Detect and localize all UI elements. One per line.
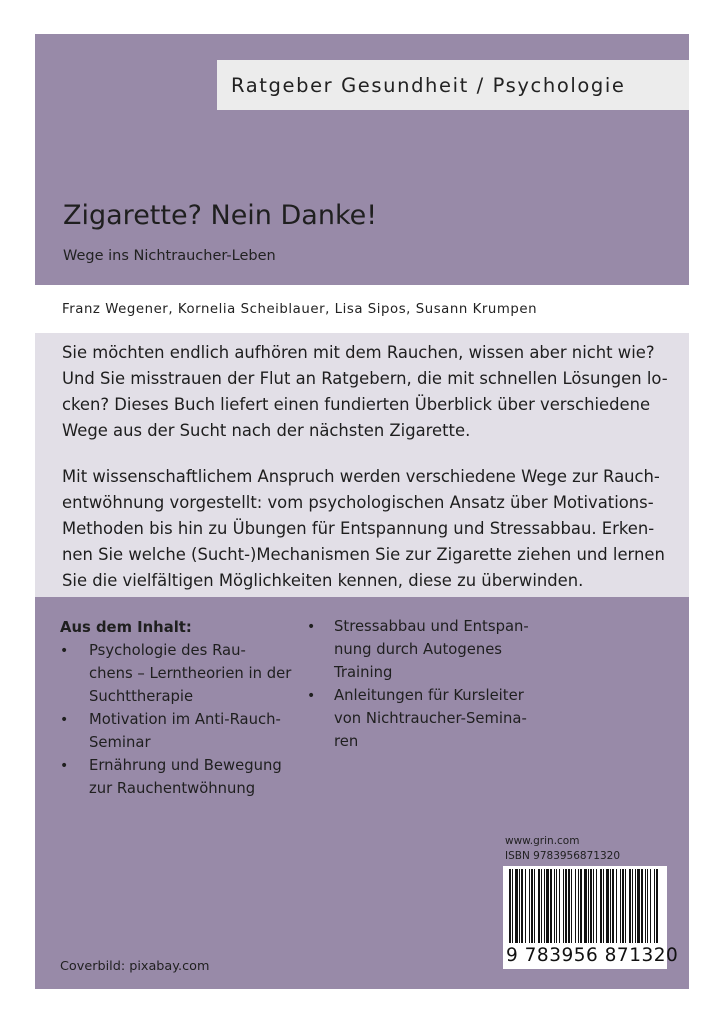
barcode-bar (610, 869, 611, 943)
contents-line: Suchttherapie (89, 688, 194, 705)
isbn-text: ISBN 9783956871320 (505, 850, 621, 862)
barcode-bar (546, 869, 549, 943)
barcode-bar (568, 869, 570, 943)
barcode-bar (541, 869, 542, 943)
barcode (503, 866, 679, 969)
bullet: • (60, 758, 69, 774)
barcode-bar (550, 869, 552, 943)
book-subtitle: Wege ins Nichtraucher-Leben (63, 248, 276, 264)
barcode-bar (625, 869, 626, 943)
description-line: Sie die vielfältigen Möglichkeiten kennen, diese zu überwinden. (62, 571, 584, 590)
bullet: • (60, 712, 69, 728)
barcode-bar (622, 869, 624, 943)
contents-line: Motivation im Anti-Rauch- (89, 711, 281, 728)
barcode-bar (600, 869, 602, 943)
description-line: Methoden bis hin zu Übungen für Entspannung und Stressabbau. Erken- (62, 519, 655, 538)
barcode-bar (654, 869, 655, 943)
barcode-bar (620, 869, 621, 943)
barcode-bar (554, 869, 555, 943)
bullet: • (307, 619, 316, 635)
barcode-bar (575, 869, 576, 943)
barcode-bar (563, 869, 564, 943)
barcode-digits: 9 783956 871320 (506, 945, 679, 966)
description-line: Mit wissenschaftlichem Anspruch werden verschiedene Wege zur Rauch- (62, 467, 660, 486)
barcode-bar (647, 869, 648, 943)
authors: Franz Wegener, Kornelia Scheiblauer, Lisa Sipos, Susann Krumpen (62, 302, 538, 317)
barcode-bar (531, 869, 533, 943)
barcode-bar (588, 869, 589, 943)
barcode-bar (538, 869, 540, 943)
description-line: Wege aus der Sucht nach der nächsten Zigarette. (62, 421, 471, 440)
contents-line: Training (334, 664, 393, 681)
barcode-bar (512, 869, 513, 943)
barcode-bar (641, 869, 643, 943)
series-label: Ratgeber Gesundheit / Psychologie (217, 60, 689, 110)
barcode-bar (606, 869, 609, 943)
barcode-bar (509, 869, 511, 943)
barcode-bar (559, 869, 560, 943)
contents-line: zur Rauchentwöhnung (89, 780, 256, 797)
barcode-bar (544, 869, 545, 943)
barcode-bar (534, 869, 535, 943)
description-line: cken? Dieses Buch liefert einen fundierten Überblick über verschiedene (62, 395, 651, 414)
description-line: Sie möchten endlich aufhören mit dem Rauchen, wissen aber nicht wie? (62, 343, 655, 362)
barcode-bar (656, 869, 658, 943)
contents-line: ren (334, 733, 359, 750)
barcode-bar (529, 869, 530, 943)
contents-line: Ernährung und Bewegung (89, 757, 282, 774)
barcode-bar (650, 869, 651, 943)
contents-line: von Nichtraucher-Semina- (334, 710, 527, 727)
barcode-bar (565, 869, 567, 943)
contents-line: Seminar (89, 734, 151, 751)
bullet: • (60, 643, 69, 659)
contents-line: Anleitungen für Kursleiter (334, 687, 524, 704)
contents-heading: Aus dem Inhalt: (60, 619, 192, 636)
barcode-bar (525, 869, 526, 943)
contents-line: Stressabbau und Entspan- (334, 618, 529, 635)
barcode-bar (593, 869, 594, 943)
contents-line: nung durch Autogenes (334, 641, 503, 658)
barcode-bar (616, 869, 617, 943)
barcode-bar (629, 869, 631, 943)
contents-line: chens – Lerntheorien in der (89, 665, 292, 682)
barcode-bar (635, 869, 636, 943)
barcode-bar (603, 869, 604, 943)
description-line: Und Sie misstrauen der Flut an Ratgebern, die mit schnellen Lösungen lo- (62, 369, 668, 388)
barcode-bar (519, 869, 520, 943)
barcode-bar (578, 869, 579, 943)
description-line: entwöhnung vorgestellt: vom psychologischen Ansatz über Motivations- (62, 493, 654, 512)
barcode-bar (637, 869, 640, 943)
barcode-bar (515, 869, 518, 943)
barcode-bar (571, 869, 572, 943)
contents-line: Psychologie des Rau- (89, 642, 246, 659)
barcode-bar (556, 869, 557, 943)
barcode-bar (580, 869, 582, 943)
publisher-url: www.grin.com (505, 835, 580, 847)
barcode-bar (645, 869, 646, 943)
description-band (35, 333, 689, 597)
book-title: Zigarette? Nein Danke! (63, 200, 378, 231)
contents-band (35, 597, 689, 989)
cover-credit: Coverbild: pixabay.com (60, 959, 210, 974)
barcode-bars (507, 869, 663, 945)
bullet: • (307, 688, 316, 704)
barcode-bar (632, 869, 633, 943)
barcode-bar (521, 869, 523, 943)
barcode-bar (596, 869, 597, 943)
description-line: nen Sie welche (Sucht-)Mechanismen Sie zur Zigarette ziehen und lernen (62, 545, 665, 564)
top-band (35, 34, 689, 285)
barcode-bar (590, 869, 592, 943)
barcode-bar (584, 869, 587, 943)
barcode-bar (612, 869, 614, 943)
